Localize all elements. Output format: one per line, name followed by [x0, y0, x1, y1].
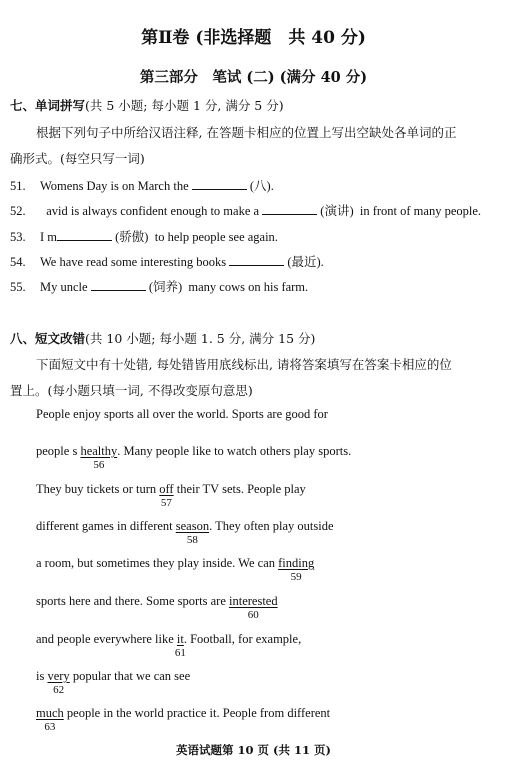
passage-line-7 — [36, 632, 302, 659]
answer-blank — [262, 202, 317, 215]
passage-text: is — [36, 669, 48, 683]
passage-text: popular that we can see — [69, 669, 191, 683]
passage-line-2 — [36, 444, 352, 471]
question-number: 54. — [10, 255, 26, 269]
question-text: avid is always confident enough to make a — [46, 204, 260, 218]
passage-line-5 — [36, 556, 315, 583]
error-number: 56 — [93, 459, 105, 471]
error-word: interested — [229, 594, 278, 608]
passage-line-3 — [36, 482, 306, 509]
passage-line-8 — [36, 669, 191, 696]
error-word: season — [175, 519, 210, 533]
error-word: it — [176, 632, 184, 646]
question-number: 51. — [10, 179, 26, 193]
chinese-hint: (八) — [249, 179, 271, 193]
passage-text: They buy tickets or turn — [36, 482, 160, 496]
section8-instruction-1: 下面短文中有十处错, 每处错皆用底线标出, 请将答案填写在答案卡相应的位 — [36, 357, 452, 372]
question-text-after: in front of many people. — [359, 204, 482, 218]
question-53 — [10, 227, 278, 245]
section8-note: (共 10 小题; 每小题 1. 5 分, 满分 15 分) — [85, 331, 316, 346]
error-word: finding — [278, 556, 315, 570]
question-text-after: many cows on his farm. — [188, 280, 309, 294]
question-number: 55. — [10, 280, 26, 294]
part-subtitle: 第三部分 笔试 (二) (满分 40 分) — [139, 69, 368, 86]
passage-line-1 — [36, 407, 328, 422]
passage-text: different games in different — [36, 519, 176, 533]
passage-line-9 — [36, 706, 331, 733]
question-51 — [10, 176, 274, 194]
error-number: 62 — [53, 684, 65, 696]
chinese-hint: (演讲) — [320, 204, 354, 218]
passage-text: . They often play outside — [209, 519, 334, 533]
chinese-hint: (骄傲) — [115, 230, 149, 244]
answer-blank — [192, 177, 247, 190]
error-number: 61 — [174, 647, 186, 659]
error-word: off — [159, 482, 174, 496]
error-word: much — [36, 706, 64, 720]
section7-instruction-1: 根据下列句子中所给汉语注释, 在答题卡相应的位置上写出空缺处各单词的正 — [36, 125, 457, 140]
passage-line-4 — [36, 519, 334, 546]
section7-heading-row — [10, 96, 284, 114]
passage-text: a room, but sometimes they play inside. We can — [36, 556, 279, 570]
error-number: 63 — [44, 721, 56, 733]
passage-text: their TV sets. People play — [173, 482, 306, 496]
passage-text: . Many people like to watch others play sports. — [117, 444, 352, 458]
section8-instruction-2: 置上。(每小题只填一词, 不得改变原句意思) — [10, 383, 253, 398]
question-text: I m — [40, 230, 58, 244]
question-text: We have read some interesting books — [40, 255, 227, 269]
section8-heading-row — [10, 329, 315, 347]
question-text-after: . — [320, 255, 324, 269]
question-52 — [10, 201, 481, 219]
section7-instruction-2: 确形式。(每空只写一词) — [10, 151, 145, 166]
answer-blank — [91, 278, 146, 291]
section8-heading: 八、短文改错 — [10, 331, 86, 346]
error-number: 57 — [160, 497, 172, 509]
question-text-after: . — [270, 179, 274, 193]
passage-text: . Football, for example, — [183, 632, 302, 646]
passage-text: and people everywhere like — [36, 632, 177, 646]
answer-blank — [229, 253, 284, 266]
question-number: 53. — [10, 230, 26, 244]
section7-note: (共 5 小题; 每小题 1 分, 满分 5 分) — [85, 98, 284, 113]
question-54 — [10, 252, 324, 270]
section7-heading: 七、单词拼写 — [10, 98, 86, 113]
question-text: My uncle — [40, 280, 88, 294]
question-number: 52. — [10, 204, 26, 218]
question-text-after: to help people see again. — [154, 230, 278, 244]
page-footer: 英语试题第 10 页 (共 11 页) — [176, 743, 331, 757]
error-number: 60 — [247, 609, 259, 621]
error-word: healthy — [80, 444, 118, 458]
question-text: Womens Day is on March the — [40, 179, 189, 193]
passage-text: people s — [36, 444, 81, 458]
question-55 — [10, 277, 308, 295]
error-number: 59 — [290, 571, 302, 583]
answer-blank — [57, 228, 112, 241]
chinese-hint: (最近) — [287, 255, 321, 269]
passage-text: sports here and there. Some sports are — [36, 594, 229, 608]
passage-text: people in the world practice it. People from different — [63, 706, 331, 720]
error-number: 58 — [186, 534, 198, 546]
page-title: 第Ⅱ卷 (非选择题 共 40 分) — [141, 28, 366, 48]
chinese-hint: (饲养) — [148, 280, 183, 294]
passage-text: People enjoy sports all over the world. Sports are good for — [36, 407, 328, 421]
passage-line-6 — [36, 594, 278, 621]
error-word: very — [47, 669, 70, 683]
